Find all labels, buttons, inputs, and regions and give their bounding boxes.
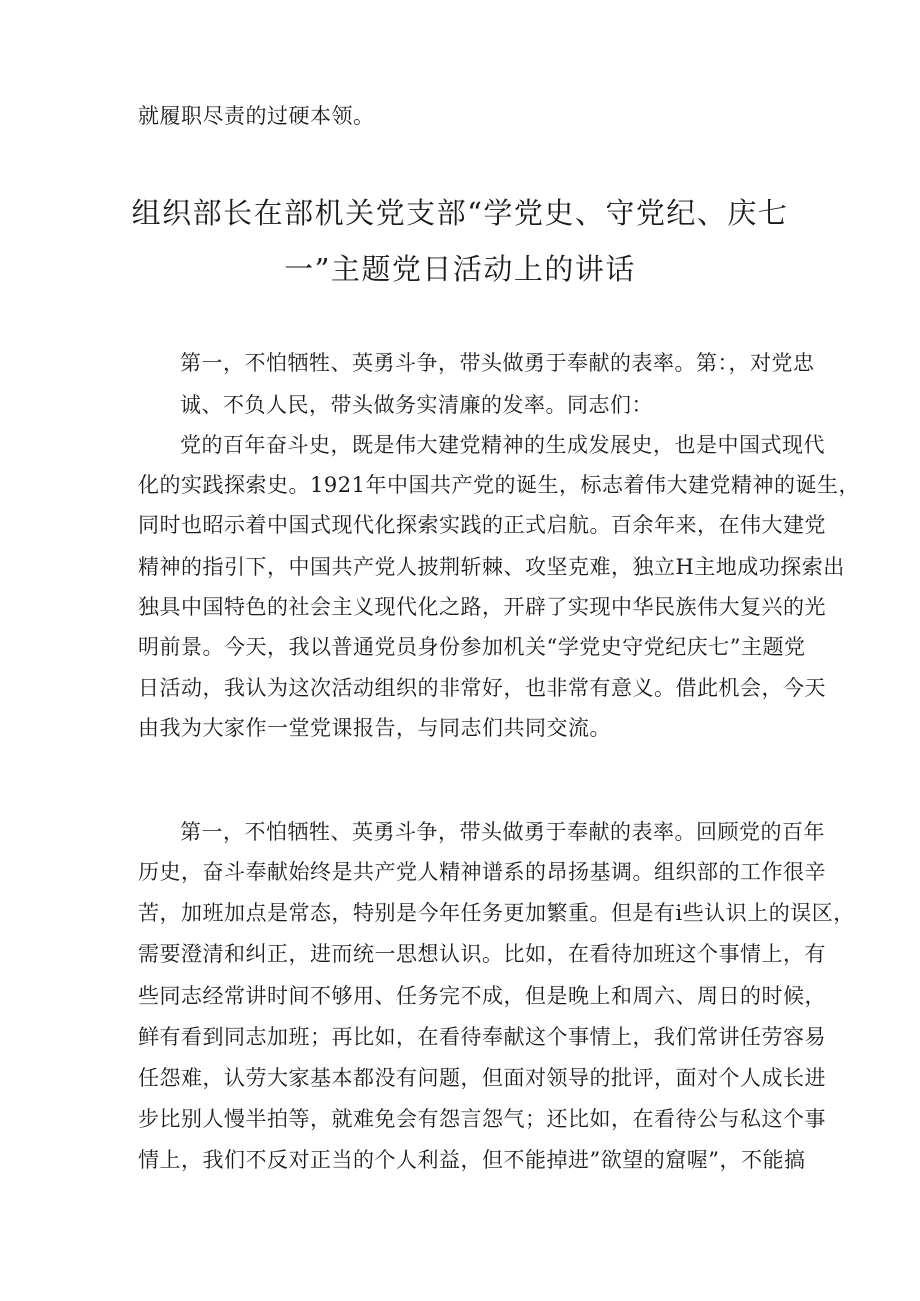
- paragraph-line: 日活动，我认为这次活动组织的非常好，也非常有意义。借此机会，今天: [138, 676, 826, 700]
- title-line-1: 组织部长在部机关党支部“学党史、守党纪、庆七: [131, 196, 789, 230]
- paragraph-line: 同时也昭示着中国式现代化探索实践的正式启航。百余年来，在伟大建党: [138, 513, 826, 537]
- paragraph-line: 精神的指引下，中国共产党人披荆斩棘、攻坚克难，独立H主地成功探索出: [138, 555, 845, 579]
- paragraph-line: 党的百年奋斗史，既是伟大建党精神的生成发展史，也是中国式现代: [180, 433, 825, 457]
- paragraph-line: 化的实践探索史。1921年中国共产党的诞生，标志着伟大建党精神的诞生，: [138, 473, 860, 497]
- paragraph-line: 明前景。今天，我以普通党员身份参加机关“学党史守党纪庆七”主题党: [138, 635, 806, 659]
- paragraph-line: 由我为大家作一堂党课报告，与同志们共同交流。: [138, 716, 611, 740]
- paragraph-line: 情上，我们不反对正当的个人利益，但不能掉进”欲望的窟喔”，不能搞: [138, 1148, 806, 1172]
- title-line-2: 一”主题党日活动上的讲话: [284, 252, 636, 286]
- paragraph-line: 历史，奋斗奉献始终是共产党人精神谱系的昂扬基调。组织部的工作很辛: [138, 860, 826, 884]
- paragraph-line: 鲜有看到同志加班；再比如，在看待奉献这个事情上，我们常讲任劳容易: [138, 1025, 826, 1049]
- top-fragment: 就履职尽责的过硬本领。: [138, 104, 375, 128]
- intro-line: 第一，不怕牺牲、英勇斗争，带头做勇于奉献的表率。第：，对党忠: [180, 351, 815, 375]
- paragraph-line: 独具中国特色的社会主义现代化之路，开辟了实现中华民族伟大复兴的光: [138, 595, 826, 619]
- intro-line: 诚、不负人民，带头做务实清廉的发率。同志们：: [180, 393, 653, 417]
- paragraph-line: 需要澄清和纠正，进而统一思想认识。比如，在看待加班这个事情上，有: [138, 942, 826, 966]
- paragraph-line: 步比别人慢半拍等，就难免会有怨言怨气；还比如，在看待公与私这个事: [138, 1107, 826, 1131]
- paragraph-line: 苦，加班加点是常态，特别是今年任务更加繁重。但是有i些认识上的误区，: [138, 901, 855, 925]
- paragraph-line: 些同志经常讲时间不够用、任务完不成，但是晚上和周六、周日的时候，: [138, 984, 826, 1008]
- paragraph-line: 任怨难，认劳大家基本都没有问题，但面对领导的批评，面对个人成长进: [138, 1066, 826, 1090]
- paragraph-line: 第一，不怕牺牲、英勇斗争，带头做勇于奉献的表率。回顾党的百年: [180, 820, 825, 844]
